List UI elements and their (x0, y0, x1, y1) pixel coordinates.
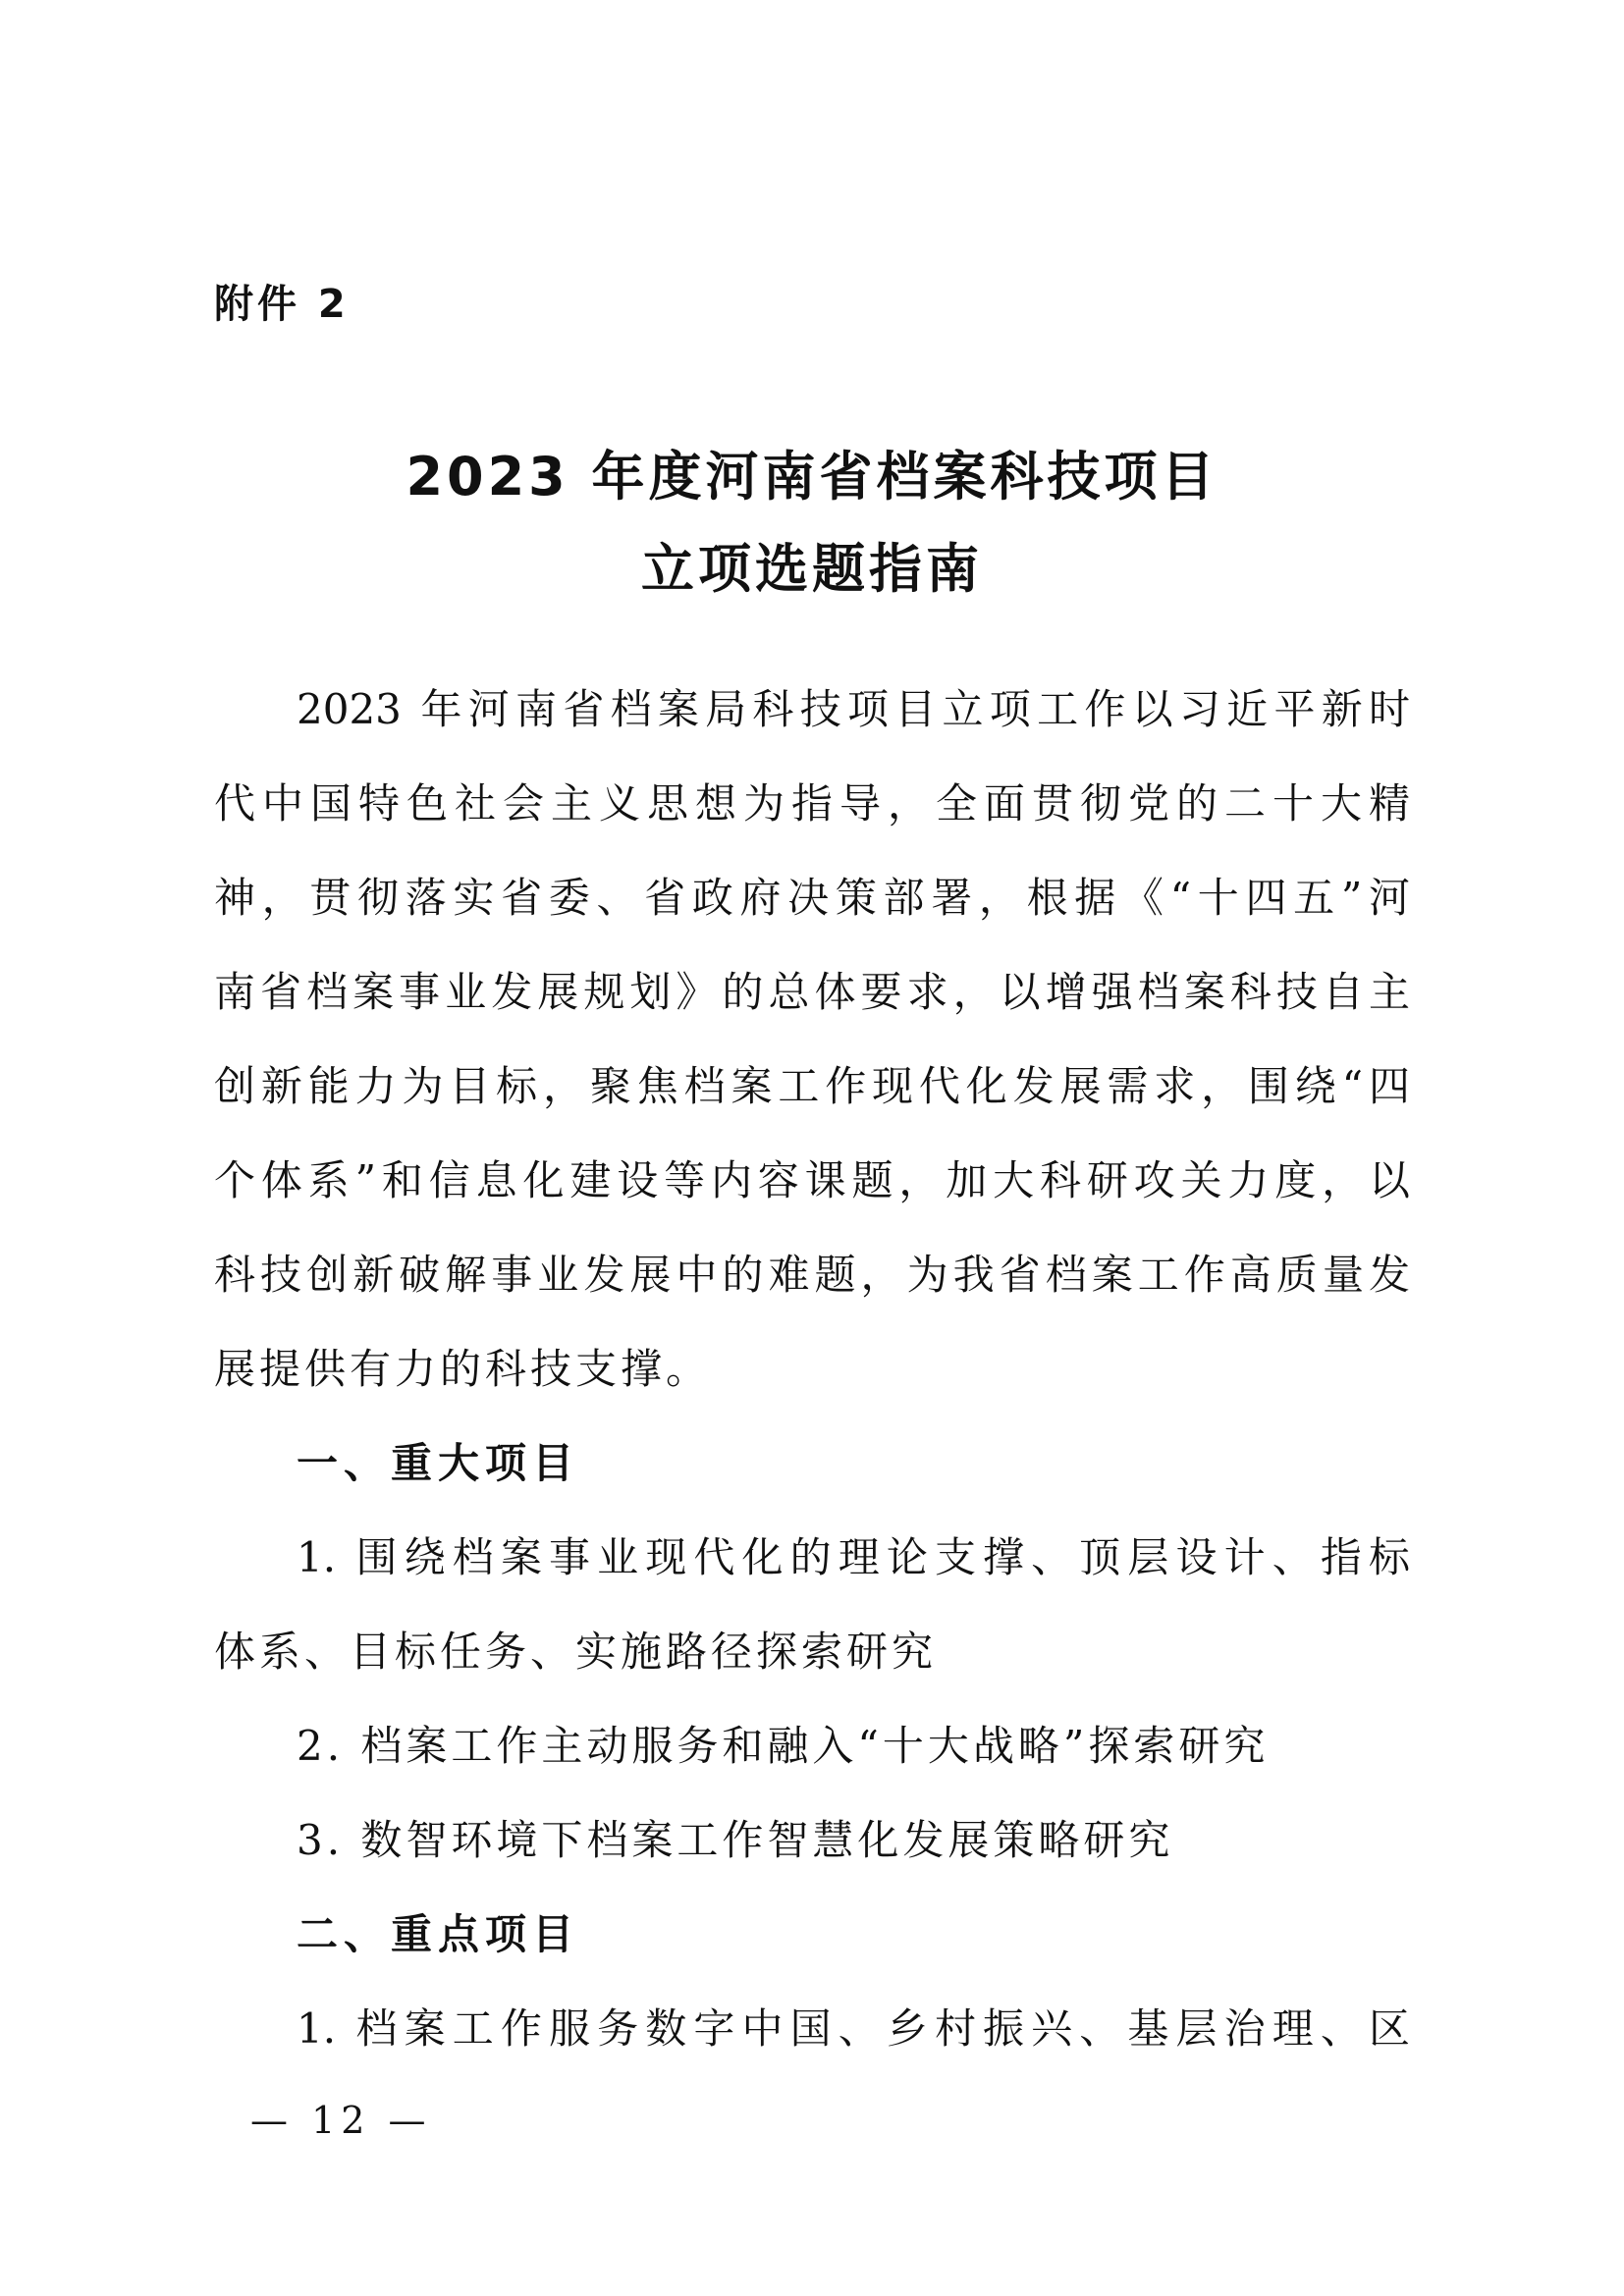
intro-line: 代中国特色社会主义思想为指导，全面贯彻党的二十大精 (214, 779, 1410, 828)
document-title-line-1: 2023 年度河南省档案科技项目 (406, 446, 1218, 507)
list-item: 1. 档案工作服务数字中国、乡村振兴、基层治理、区 (297, 2004, 1410, 2053)
intro-line: 2023 年河南省档案局科技项目立项工作以习近平新时 (297, 685, 1410, 733)
intro-line: 展提供有力的科技支撑。 (214, 1345, 712, 1393)
document-title-line-2: 立项选题指南 (641, 538, 983, 600)
section-heading-key-projects: 二、重点项目 (297, 1910, 580, 1958)
intro-line: 创新能力为目标，聚焦档案工作现代化发展需求，围绕“四 (214, 1062, 1410, 1110)
intro-line: 个体系”和信息化建设等内容课题，加大科研攻关力度，以 (214, 1156, 1410, 1204)
page-number: — 12 — (250, 2099, 432, 2142)
intro-line: 南省档案事业发展规划》的总体要求，以增强档案科技自主 (214, 968, 1410, 1016)
section-heading-major-projects: 一、重大项目 (297, 1439, 580, 1487)
intro-line: 科技创新破解事业发展中的难题，为我省档案工作高质量发 (214, 1251, 1410, 1299)
attachment-label: 附件 2 (214, 282, 350, 327)
list-item: 2. 档案工作主动服务和融入“十大战略”探索研究 (297, 1722, 1270, 1770)
intro-line: 神，贯彻落实省委、省政府决策部署，根据《“十四五”河 (214, 874, 1410, 922)
list-item: 3. 数智环境下档案工作智慧化发展策略研究 (297, 1816, 1174, 1864)
list-item: 1. 围绕档案事业现代化的理论支撑、顶层设计、指标 (297, 1533, 1410, 1581)
list-item: 体系、目标任务、实施路径探索研究 (214, 1628, 938, 1676)
